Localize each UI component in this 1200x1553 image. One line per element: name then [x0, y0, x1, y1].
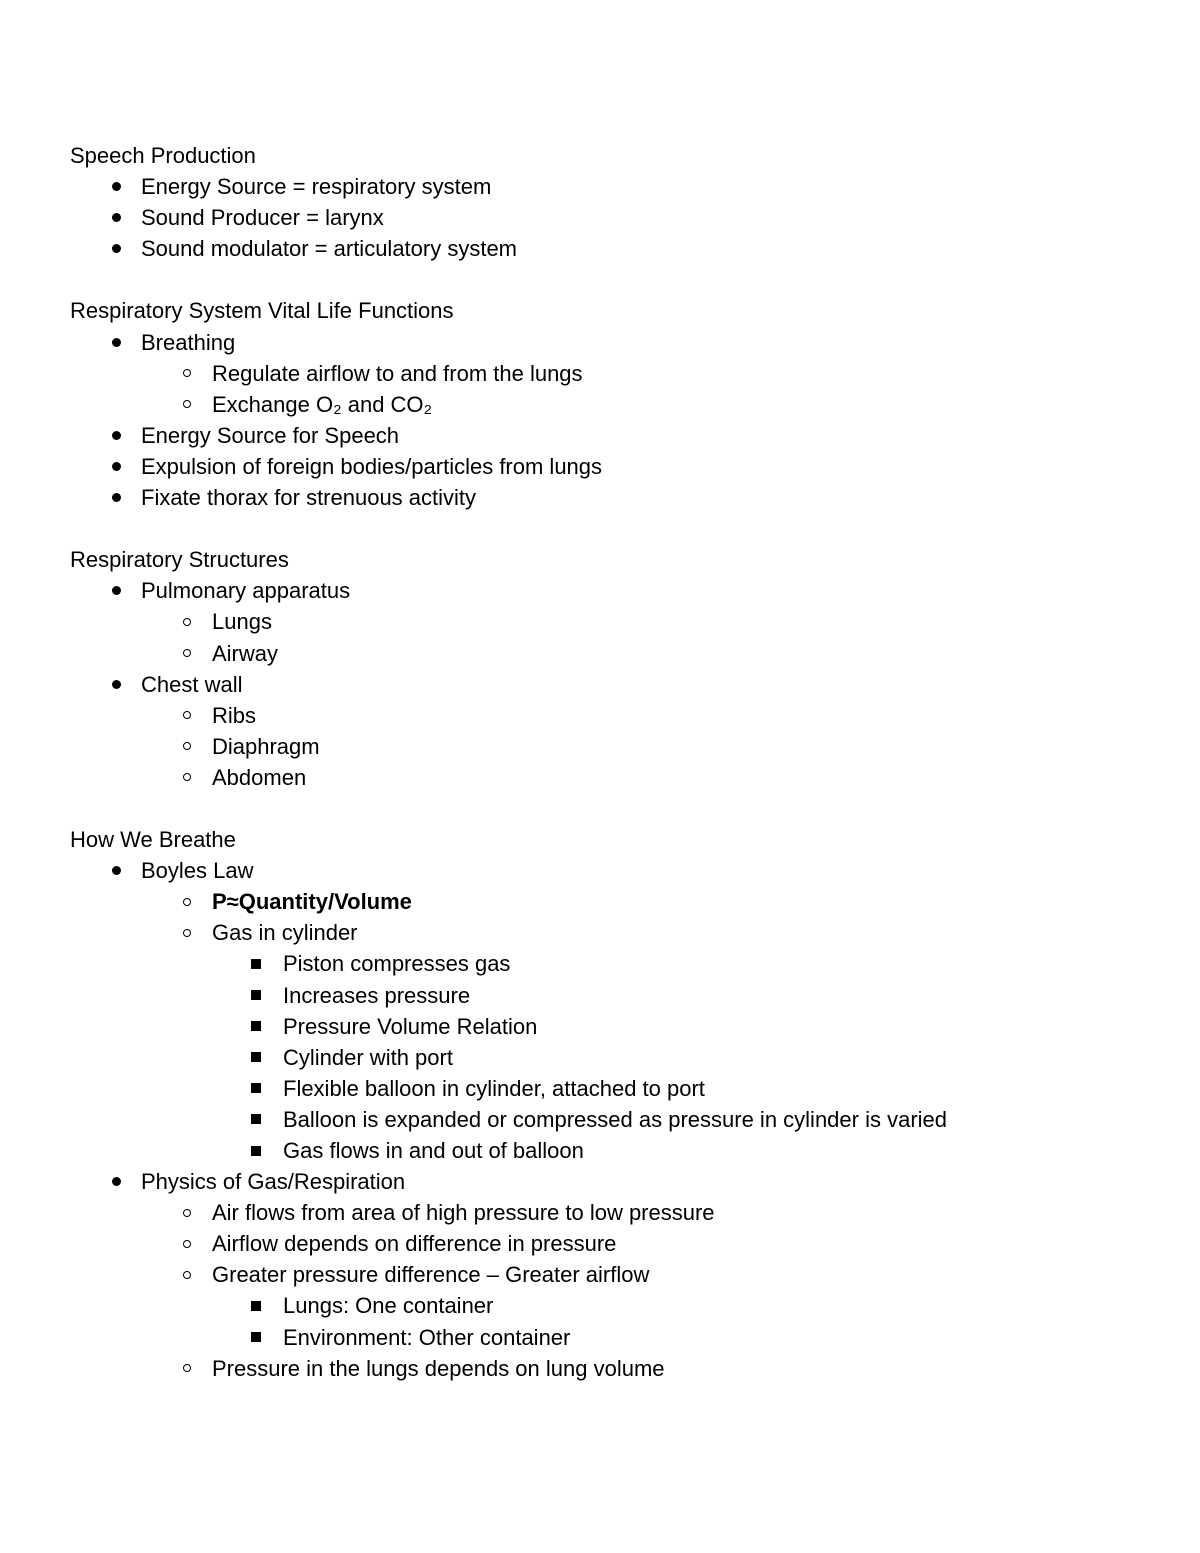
- list-item-text: Piston compresses gas: [283, 951, 511, 977]
- list-item-text: Gas in cylinder: [212, 920, 358, 946]
- list-item-text: Pressure Volume Relation: [283, 1013, 538, 1039]
- list-item-text: Airflow depends on difference in pressure: [212, 1231, 617, 1257]
- formula-text: P≈Quantity/Volume: [212, 889, 412, 915]
- document-body: [70, 140, 1150, 1384]
- section-heading: Respiratory Structures: [70, 547, 289, 573]
- section-heading: Respiratory System Vital Life Functions: [70, 298, 454, 324]
- list-item-text: Airway: [212, 640, 279, 666]
- list-item-text: Sound modulator = articulatory system: [141, 236, 518, 262]
- bullet-disc-icon: [112, 1177, 121, 1186]
- list-item-text: Ribs: [212, 702, 257, 728]
- bullet-circle-icon: [183, 742, 191, 750]
- list-item-text: Energy Source = respiratory system: [141, 174, 492, 200]
- list-item: [70, 202, 1150, 233]
- list-item-text: Expulsion of foreign bodies/particles from lungs: [141, 453, 603, 479]
- bullet-circle-icon: [183, 1271, 191, 1279]
- bullet-circle-icon: [183, 898, 191, 906]
- list-item-text: Chest wall: [141, 671, 243, 697]
- bullet-circle-icon: [183, 649, 191, 657]
- section-heading: How We Breathe: [70, 827, 236, 853]
- list-item: [70, 1166, 1150, 1197]
- list-item: [70, 1011, 1150, 1042]
- bullet-disc-icon: [112, 338, 121, 347]
- bullet-circle-icon: [183, 929, 191, 937]
- paragraph-gap: [70, 513, 1150, 544]
- list-item: [70, 358, 1150, 389]
- list-item: [70, 1104, 1150, 1135]
- bullet-square-icon: [251, 1052, 261, 1062]
- bullet-disc-icon: [112, 586, 121, 595]
- bullet-square-icon: [251, 990, 261, 1000]
- list-item-text: Breathing: [141, 329, 236, 355]
- list-item: [70, 420, 1150, 451]
- bullet-circle-icon: [183, 369, 191, 377]
- list-item-text: Cylinder with port: [283, 1044, 453, 1070]
- list-item-text: Sound Producer = larynx: [141, 205, 384, 231]
- list-item-text: Physics of Gas/Respiration: [141, 1169, 406, 1195]
- bullet-square-icon: [251, 1114, 261, 1124]
- list-item-text: Diaphragm: [212, 733, 320, 759]
- list-item: [70, 1073, 1150, 1104]
- list-item-text: Pressure in the lungs depends on lung volume: [212, 1355, 665, 1381]
- bullet-square-icon: [251, 959, 261, 969]
- bullet-circle-icon: [183, 1240, 191, 1248]
- list-item: [70, 855, 1150, 886]
- list-item-text: Pulmonary apparatus: [141, 578, 351, 604]
- list-item: [70, 1259, 1150, 1290]
- list-item-text: Boyles Law: [141, 858, 254, 884]
- list-item-text: Environment: Other container: [283, 1324, 571, 1350]
- bullet-square-icon: [251, 1021, 261, 1031]
- list-item-text: Fixate thorax for strenuous activity: [141, 485, 477, 511]
- list-item: [70, 669, 1150, 700]
- list-item-text: Regulate airflow to and from the lungs: [212, 360, 583, 386]
- list-item: [70, 1042, 1150, 1073]
- bullet-square-icon: [251, 1083, 261, 1093]
- section-heading: Speech Production: [70, 143, 256, 168]
- paragraph-gap: [70, 793, 1150, 824]
- bullet-disc-icon: [112, 182, 121, 191]
- list-item: [70, 1290, 1150, 1321]
- list-item: [70, 233, 1150, 264]
- list-item: [70, 917, 1150, 948]
- bullet-disc-icon: [112, 213, 121, 222]
- list-item-text: Greater pressure difference – Greater airflow: [212, 1262, 650, 1288]
- list-item: [70, 1228, 1150, 1259]
- list-item: [70, 1322, 1150, 1353]
- bullet-disc-icon: [112, 462, 121, 471]
- list-item-text: Lungs: One container: [283, 1293, 494, 1319]
- list-item-text: Exchange O₂ and CO₂: [212, 391, 433, 417]
- list-item-text: Energy Source for Speech: [141, 422, 400, 448]
- bullet-square-icon: [251, 1332, 261, 1342]
- list-item-text: Abdomen: [212, 764, 307, 790]
- list-item-text: Lungs: [212, 609, 272, 635]
- bullet-circle-icon: [183, 618, 191, 626]
- list-item: [70, 948, 1150, 979]
- list-item: [70, 327, 1150, 358]
- list-item-text: Gas flows in and out of balloon: [283, 1138, 584, 1163]
- list-item-text: Flexible balloon in cylinder, attached to port: [283, 1075, 705, 1101]
- list-item: [70, 762, 1150, 793]
- bullet-disc-icon: [112, 866, 121, 875]
- list-item-text: Increases pressure: [283, 982, 471, 1008]
- list-item: [70, 482, 1150, 513]
- list-item: [70, 700, 1150, 731]
- list-item: [70, 731, 1150, 762]
- list-item: [70, 1353, 1150, 1384]
- paragraph-gap: [70, 264, 1150, 295]
- bullet-circle-icon: [183, 773, 191, 781]
- list-item: [70, 171, 1150, 202]
- bullet-square-icon: [251, 1146, 261, 1156]
- list-item: [70, 980, 1150, 1011]
- list-item-text: Balloon is expanded or compressed as pressure in cylinder is varied: [283, 1106, 948, 1132]
- list-item: [70, 638, 1150, 669]
- list-item: [70, 389, 1150, 420]
- list-item: [70, 575, 1150, 606]
- list-item: [70, 886, 1150, 917]
- bullet-circle-icon: [183, 711, 191, 719]
- bullet-disc-icon: [112, 431, 121, 440]
- bullet-circle-icon: [183, 400, 191, 408]
- list-item: [70, 1135, 1150, 1166]
- list-item-text: Air flows from area of high pressure to low pressure: [212, 1200, 715, 1226]
- bullet-square-icon: [251, 1301, 261, 1311]
- list-item: [70, 1197, 1150, 1228]
- list-item: [70, 606, 1150, 637]
- list-item: [70, 451, 1150, 482]
- bullet-circle-icon: [183, 1364, 191, 1372]
- bullet-disc-icon: [112, 493, 121, 502]
- bullet-disc-icon: [112, 244, 121, 253]
- bullet-circle-icon: [183, 1209, 191, 1217]
- bullet-disc-icon: [112, 680, 121, 689]
